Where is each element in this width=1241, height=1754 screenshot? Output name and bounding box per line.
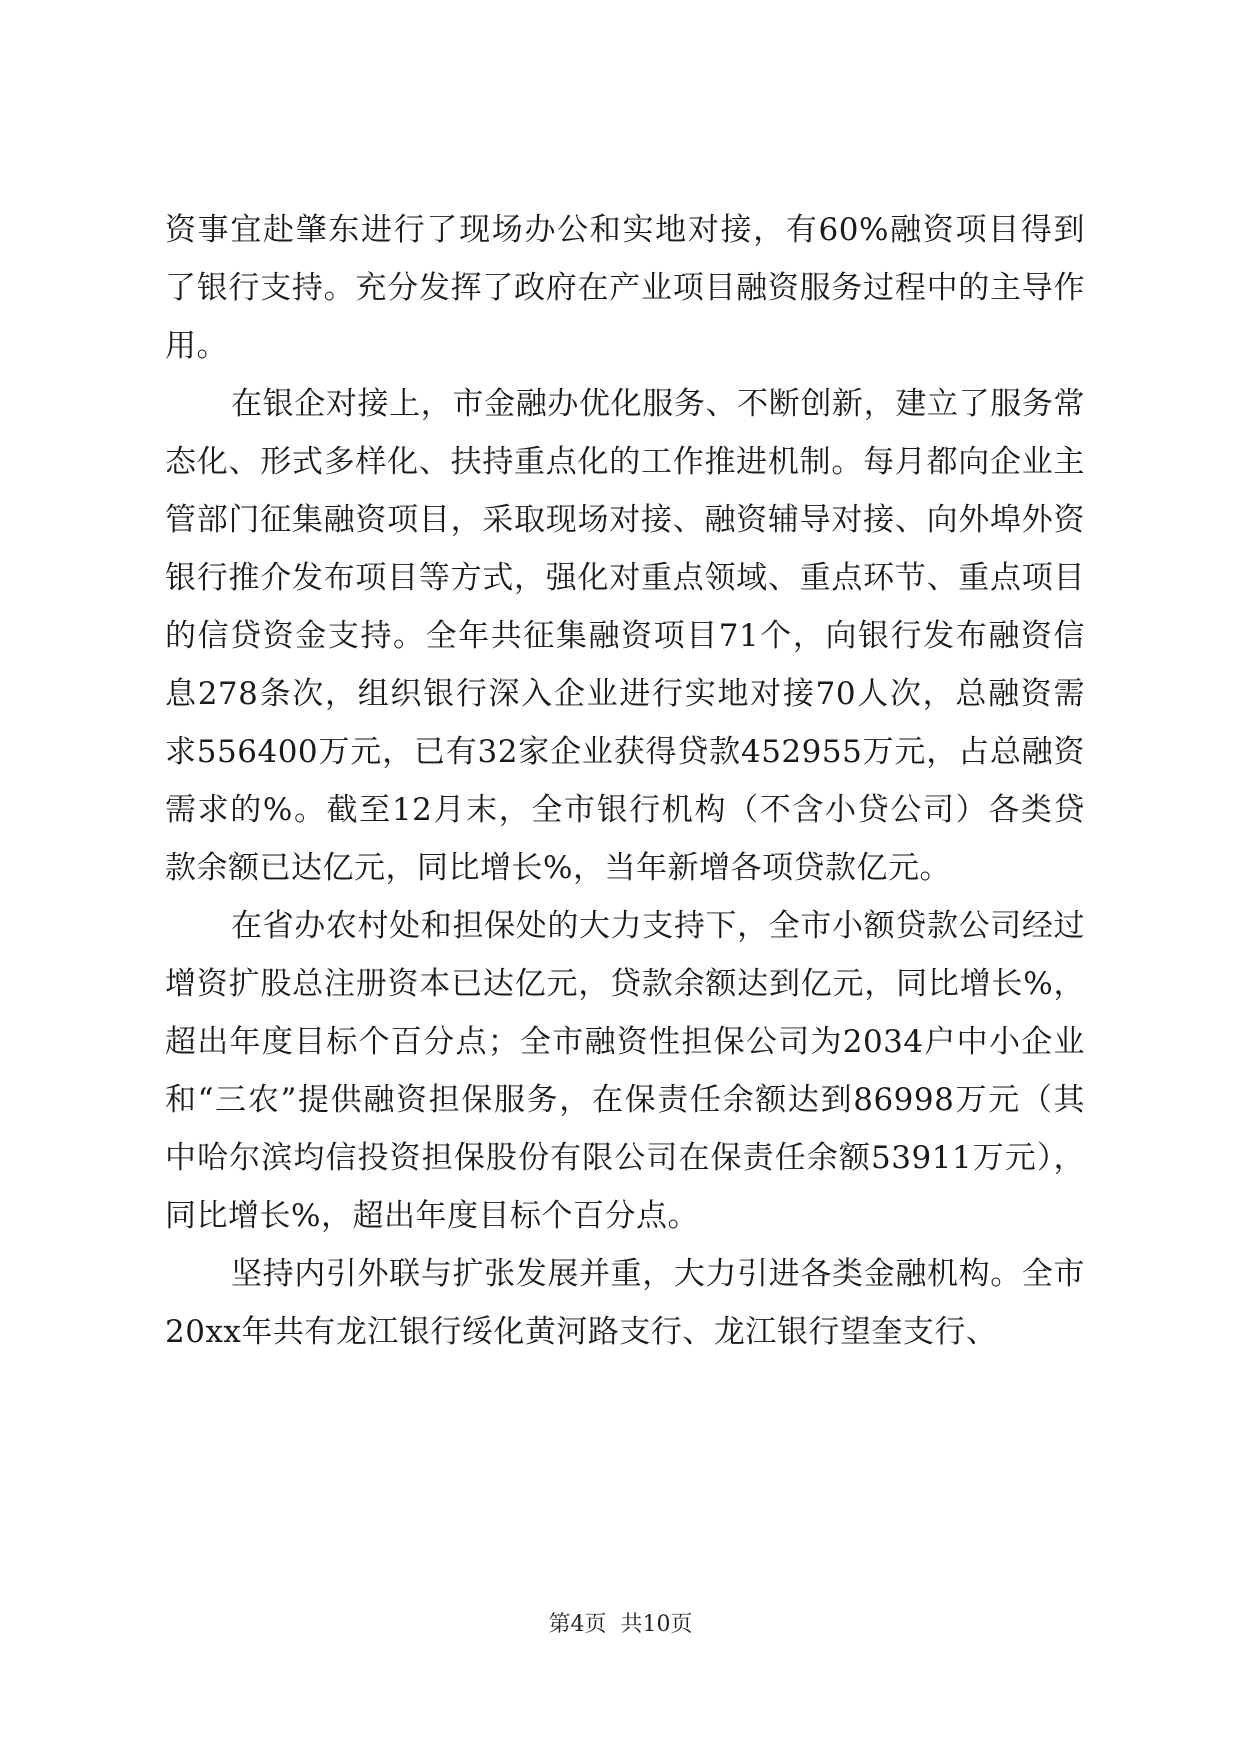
paragraph-continued: 资事宜赴肇东进行了现场办公和实地对接，有60%融资项目得到了银行支持。充分发挥了政府在产业项目融资服务过程中的主导作用。 [165,212,1085,364]
paragraph-bank-enterprise-docking: 在银企对接上，市金融办优化服务、不断创新，建立了服务常态化、形式多样化、扶持重点化的工作推进机制。每月都向企业主管部门征集融资项目，采取现场对接、融资辅导对接、向外埠外资银行推介发布项目等方式，强化对重点领域、重点环节、重点项目的信贷资金支持。全年共征集融资项目71个，向银行发布融资信息278条次，组织银行深入企业进行实地对接70人次，总融资需求556400万元，已有32家企业获得贷款452955万元，占总融资需求的%。截至12月末，全市银行机构（不含小贷公司）各类贷款余额已达亿元，同比增长%，当年新增各项贷款亿元。 [165,386,1085,886]
page-footer [0,1607,1241,1638]
document-body [165,201,1085,1361]
paragraph-financial-institutions: 坚持内引外联与扩张发展并重，大力引进各类金融机构。全市20xx年共有龙江银行绥化黄河路支行、龙江银行望奎支行、 [165,1256,1085,1350]
page-number-label: 第4页 共10页 [548,1612,693,1637]
paragraph-microloan-guarantee: 在省办农村处和担保处的大力支持下，全市小额贷款公司经过增资扩股总注册资本已达亿元，贷款余额达到亿元，同比增长%，超出年度目标个百分点；全市融资性担保公司为2034户中小企业和“三农”提供融资担保服务，在保责任余额达到86998万元（其中哈尔滨均信投资担保股份有限公司在保责任余额53911万元），同比增长%，超出年度目标个百分点。 [165,908,1085,1234]
